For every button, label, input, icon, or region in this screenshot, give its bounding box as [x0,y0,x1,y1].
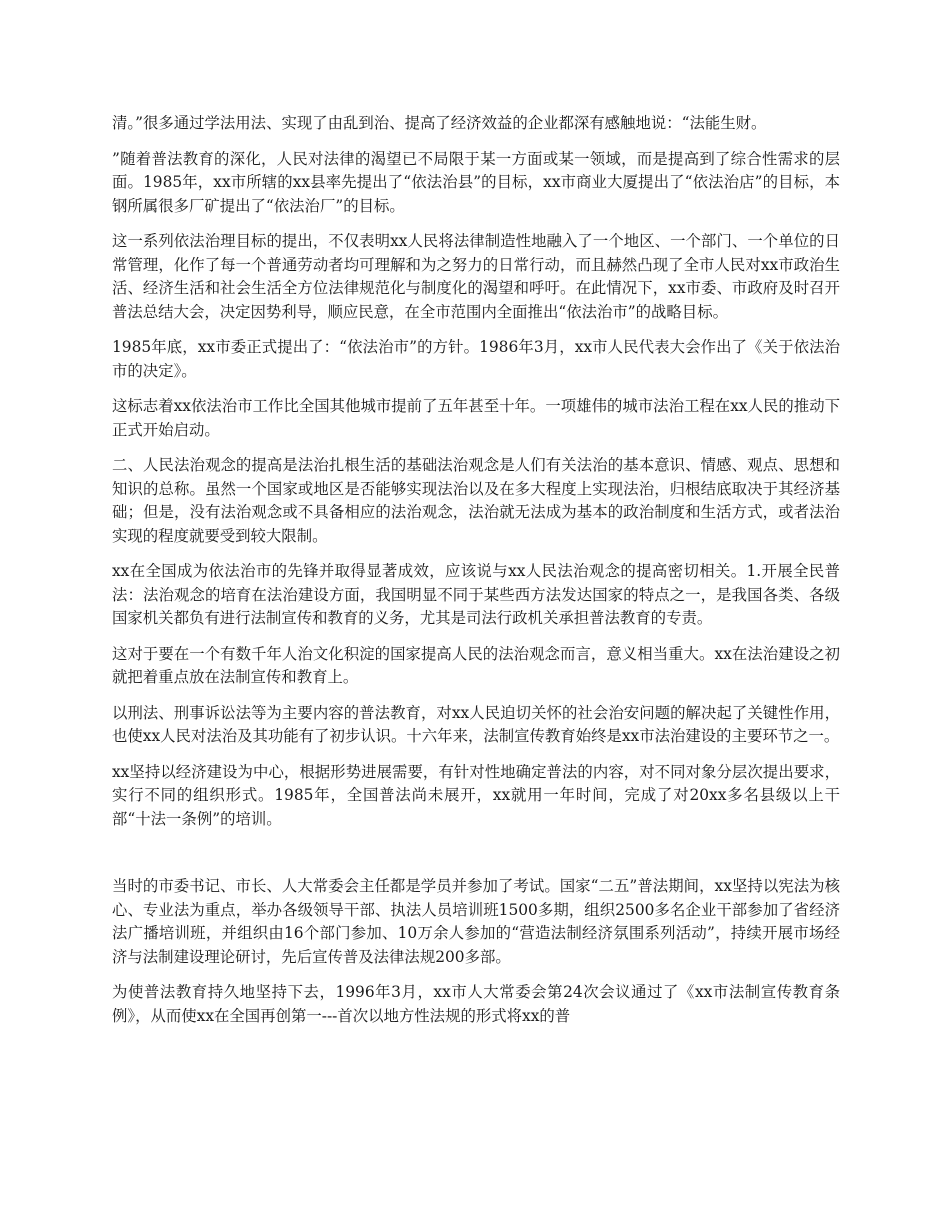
paragraph-10: xx坚持以经济建设为中心，根据形势进展需要，有针对性地确定普法的内容，对不同对象分层次提出要求，实行不同的组织形式。1985年，全国普法尚未展开，xx就用一年时间，完成了对20xx多名县级以上干部“十法一条例”的培训。 [112,762,840,828]
paragraph-4: 1985年底，xx市委正式提出了：“依法治市”的方针。1986年3月，xx市人民代表大会作出了《关于依法治市的决定》。 [112,338,840,380]
paragraph-6: 二、人民法治观念的提高是法治扎根生活的基础法治观念是人们有关法治的基本意识、情感、观点、思想和知识的总称。虽然一个国家或地区是否能够实现法治以及在多大程度上实现法治，归根结底取决于其经济基础；但是，没有法治观念或不具备相应的法治观念，法治就无法成为基本的政治制度和生活方式，或者法治实现的程度就要受到较大限制。 [112,456,840,545]
paragraph-1: 清。”很多通过学法用法、实现了由乱到治、提高了经济效益的企业都深有感触地说：“法能生财。 [112,114,767,132]
paragraph-2: ”随着普法教育的深化，人民对法律的渴望已不局限于某一方面或某一领域，而是提高到了综合性需求的层面。1985年，xx市所辖的xx县率先提出了“依法治县”的目标，xx市商业大厦提出了“依法治店”的目标，本钢所属很多厂矿提出了“依法治厂”的目标。 [112,149,840,215]
paragraph-3: 这一系列依法治理目标的提出，不仅表明xx人民将法律制造性地融入了一个地区、一个部门、一个单位的日常管理，化作了每一个普通劳动者均可理解和为之努力的日常行动，而且赫然凸现了全市人民对xx市政治生活、经济生活和社会生活全方位法律规范化与制度化的渴望和呼吁。在此情况下，xx市委、市政府及时召开普法总结大会，决定因势利导，顺应民意，在全市范围内全面推出“依法治市”的战略目标。 [112,232,840,321]
paragraph-11: 当时的市委书记、市长、人大常委会主任都是学员并参加了考试。国家“二五”普法期间，xx坚持以宪法为核心、专业法为重点，举办各级领导干部、执法人员培训班1500多期，组织2500多名企业干部参加了省经济法广播培训班，并组织由16个部门参加、10万余人参加的“营造法制经济氛围系列活动”，持续开展市场经济与法制建设理论研讨，先后宣传普及法律法规200多部。 [112,877,840,966]
document-page [112,112,840,1040]
paragraph-9: 以刑法、刑事诉讼法等为主要内容的普法教育，对xx人民迫切关怀的社会治安问题的解决起了关键性作用，也使xx人民对法治及其功能有了初步认识。十六年来，法制宣传教育始终是xx市法治建设的主要环节之一。 [112,703,840,745]
paragraph-7: xx在全国成为依法治市的先锋并取得显著成效，应该说与xx人民法治观念的提高密切相关。1.开展全民普法：法治观念的培育在法治建设方面，我国明显不同于某些西方法发达国家的特点之一，是我国各类、各级国家机关都负有进行法制宣传和教育的义务，尤其是司法行政机关承担普法教育的专责。 [112,562,840,627]
paragraph-12: 为使普法教育持久地坚持下去，1996年3月，xx市人大常委会第24次会议通过了《xx市法制宣传教育条例》，从而使xx在全国再创第一---首次以地方性法规的形式将xx的普 [112,983,840,1025]
paragraph-5: 这标志着xx依法治市工作比全国其他城市提前了五年甚至十年。一项雄伟的城市法治工程在xx人民的推动下正式开始启动。 [112,397,840,439]
paragraph-8: 这对于要在一个有数千年人治文化积淀的国家提高人民的法治观念而言，意义相当重大。xx在法治建设之初就把着重点放在法制宣传和教育上。 [112,644,840,686]
